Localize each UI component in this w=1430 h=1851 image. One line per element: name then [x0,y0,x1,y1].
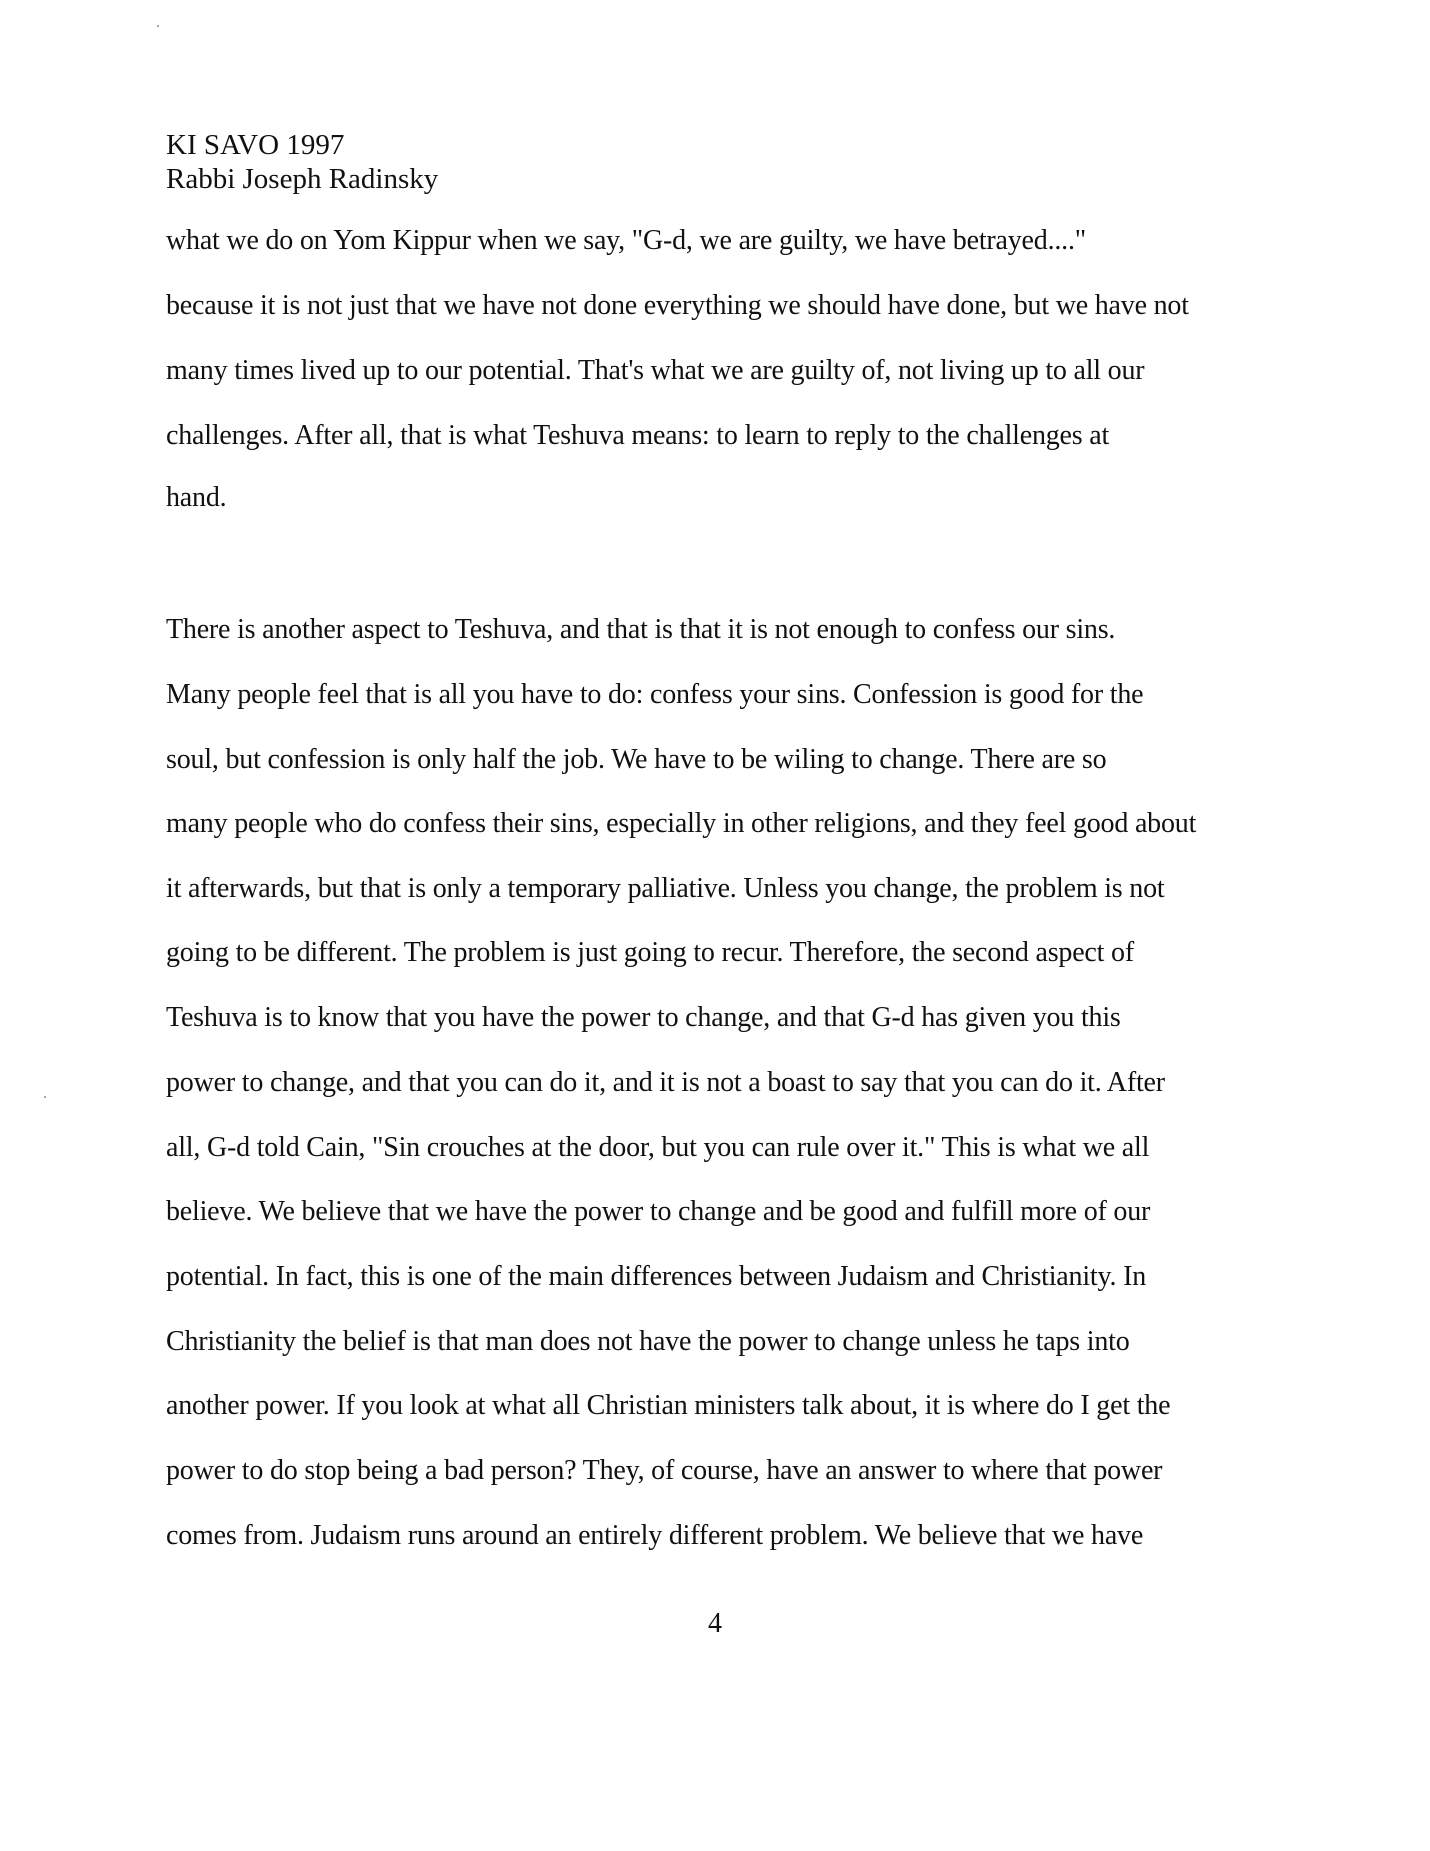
document-title: KI SAVO 1997 [166,129,345,161]
text-line: challenges. After all, that is what Teshuva means: to learn to reply to the challenges at [166,420,1110,451]
page-number: 4 [708,1608,722,1639]
text-line: many times lived up to our potential. That's what we are guilty of, not living up to all our [166,355,1145,386]
text-line: comes from. Judaism runs around an entirely different problem. We believe that we have [166,1520,1144,1551]
text-line: because it is not just that we have not done everything we should have done, but we have not [166,290,1189,321]
text-line: power to do stop being a bad person? They, of course, have an answer to where that power [166,1455,1163,1486]
text-line: There is another aspect to Teshuva, and that is that it is not enough to confess our sins. [166,614,1116,645]
text-line: believe. We believe that we have the power to change and be good and fulfill more of our [166,1196,1151,1227]
text-line: many people who do confess their sins, especially in other religions, and they feel good about [166,808,1197,839]
text-line: potential. In fact, this is one of the main differences between Judaism and Christianity. In [166,1261,1147,1292]
text-line: hand. [166,482,227,513]
text-line: another power. If you look at what all Christian ministers talk about, it is where do I get the [166,1390,1171,1421]
document-author: Rabbi Joseph Radinsky [166,163,439,195]
document-header [166,128,438,196]
text-line: Christianity the belief is that man does not have the power to change unless he taps into [166,1326,1130,1357]
text-line: power to change, and that you can do it, and it is not a boast to say that you can do it. After [166,1067,1165,1098]
text-line: Teshuva is to know that you have the power to change, and that G-d has given you this [166,1002,1121,1033]
text-line: what we do on Yom Kippur when we say, "G-d, we are guilty, we have betrayed...." [166,225,1087,256]
text-line: going to be different. The problem is just going to recur. Therefore, the second aspect of [166,937,1134,968]
text-line: soul, but confession is only half the job. We have to be wiling to change. There are so [166,744,1107,775]
scan-speck [157,25,159,27]
text-line: all, G-d told Cain, "Sin crouches at the door, but you can rule over it." This is what we all [166,1132,1150,1163]
text-line: it afterwards, but that is only a temporary palliative. Unless you change, the problem is not [166,873,1165,904]
scan-speck [44,1096,46,1098]
text-line: Many people feel that is all you have to do: confess your sins. Confession is good for the [166,679,1144,710]
